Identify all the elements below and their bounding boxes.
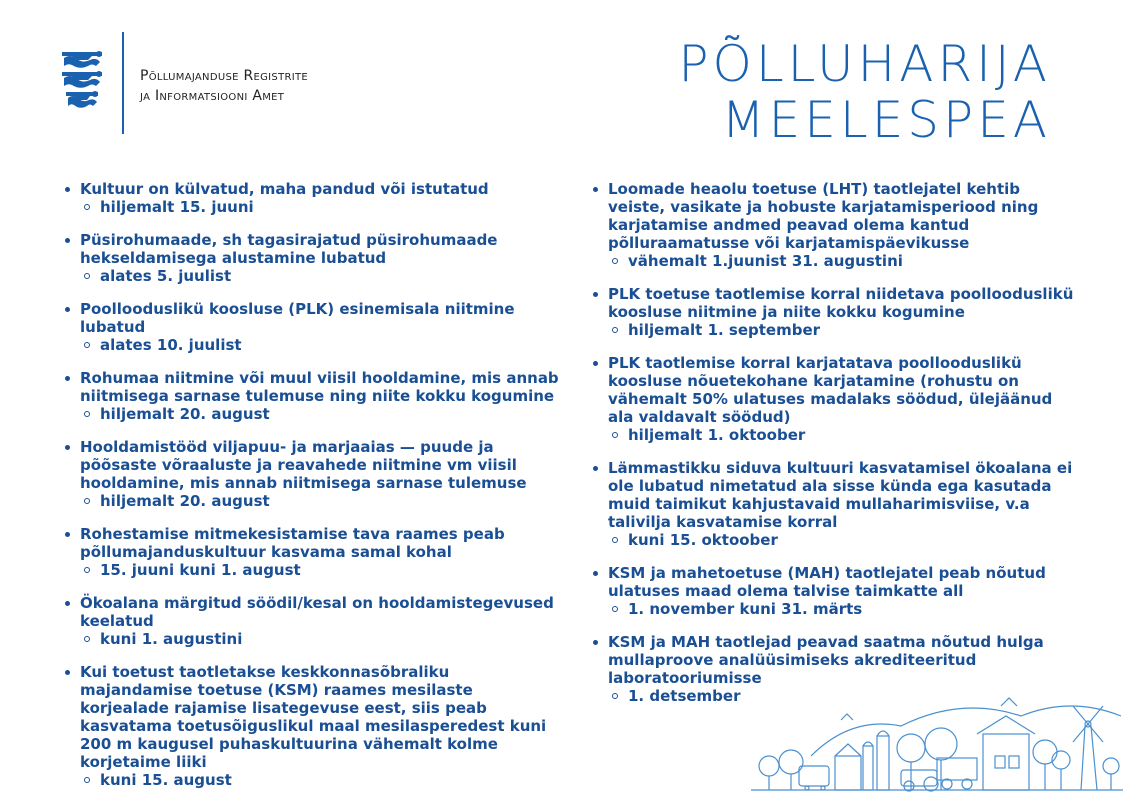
item-text: Ökoalana märgitud söödil/kesal on hooldamistegevused keelatud — [80, 594, 554, 630]
item-date: alates 10. juulist — [80, 336, 562, 354]
item-text: Püsirohumaade, sh tagasirajatud püsirohumaade hekseldamisega alustamine lubatud — [80, 231, 498, 267]
list-item — [62, 300, 562, 354]
page-title-line2: MEELESPEA — [721, 91, 1051, 149]
agency-name-line2: ja Informatsiooni Amet — [140, 88, 285, 104]
item-text: Rohestamise mitmekesistamise tava raames peab põllumajanduskultuur kasvama samal kohal — [80, 525, 505, 561]
coat-of-arms-icon — [54, 46, 109, 120]
item-date: 1. detsember — [608, 687, 1080, 705]
item-text: Rohumaa niitmine või muul viisil hooldamine, mis annab niitmisega sarnase tulemuse ning niite kokku kogumine — [80, 369, 559, 405]
farm-illustration — [751, 686, 1123, 794]
list-item — [62, 438, 562, 510]
agency-logo — [54, 46, 109, 120]
list-item — [62, 180, 562, 216]
item-text: Kui toetust taotletakse keskkonnasõbraliku majandamise toetuse (KSM) raames mesilaste korjealade rajamise lisategevuse eest, siis peab kasvatama toetusõiguslikul maal mesilasperedest kuni 200 m kaugusel puhaskultuurina vähemalt kolme korjetaime liiki — [80, 663, 547, 771]
item-text: PLK toetuse taotlemise korral niidetava poollooduslikü koosluse niitmine ja niite kokku kogumine — [608, 285, 1074, 321]
item-text: Poollooduslikü koosluse (PLK) esinemisala niitmine lubatud — [80, 300, 515, 336]
list-item — [62, 663, 562, 789]
item-date: kuni 15. august — [80, 771, 562, 789]
page-title — [678, 36, 1051, 148]
item-date: kuni 1. augustini — [80, 630, 562, 648]
item-date: kuni 15. oktoober — [608, 531, 1080, 549]
list-item — [590, 354, 1080, 444]
list-item — [62, 594, 562, 648]
item-date: hiljemalt 1. september — [608, 321, 1080, 339]
item-date: alates 5. juulist — [80, 267, 562, 285]
list-item — [590, 564, 1080, 618]
item-date: vähemalt 1.juunist 31. augustini — [608, 252, 1080, 270]
item-date: hiljemalt 20. august — [80, 405, 562, 423]
list-item — [590, 459, 1080, 549]
page-title-line1: PÕLLUHARIJA — [678, 35, 1051, 93]
right-column — [590, 180, 1080, 720]
list-item — [590, 180, 1080, 270]
item-date: hiljemalt 15. juuni — [80, 198, 562, 216]
header-divider — [122, 32, 124, 134]
item-text: Loomade heaolu toetuse (LHT) taotlejatel kehtib veiste, vasikate ja hobuste karjatamisperiood ning karjatamise andmed peavad olema kantud põlluraamatusse või karjatamispäevikusse — [608, 180, 1039, 252]
item-date: 15. juuni kuni 1. august — [80, 561, 562, 579]
agency-name — [140, 66, 308, 106]
item-text: KSM ja MAH taotlejad peavad saatma nõutud hulga mullaproove analüüsimiseks akrediteeritud laboratooriumisse — [608, 633, 1044, 687]
agency-name-line1: Põllumajanduse Registrite — [140, 68, 309, 84]
list-item — [62, 369, 562, 423]
item-date: 1. november kuni 31. märts — [608, 600, 1080, 618]
item-text: Hooldamistööd viljapuu- ja marjaaias — puude ja põõsaste võraaluste ja reavahede niitmine vm viisil hooldamine, mis annab niitmisega sarnase tulemuse — [80, 438, 527, 492]
item-text: PLK taotlemise korral karjatatava poollooduslikü koosluse nõuetekohane karjatamine (rohustu on vähemalt 50% ulatuses madalaks söödud, ülejäänud ala valdavalt söödud) — [608, 354, 1053, 426]
item-date: hiljemalt 20. august — [80, 492, 562, 510]
item-date: hiljemalt 1. oktoober — [608, 426, 1080, 444]
list-item — [590, 285, 1080, 339]
item-text: KSM ja mahetoetuse (MAH) taotlejatel peab nõutud ulatuses maad olema talvise taimkatte all — [608, 564, 1046, 600]
list-item — [62, 231, 562, 285]
item-text: Lämmastikku siduva kultuuri kasvatamisel ökoalana ei ole lubatud nimetatud ala sisse künda ega kasutada muid taimikut kahjustavaid mullaharimisviise, v.a talivilja kasvatamise korral — [608, 459, 1073, 531]
left-column — [62, 180, 562, 804]
item-text: Kultuur on külvatud, maha pandud või istutatud — [80, 180, 489, 198]
farm-scene-icon — [751, 686, 1123, 794]
list-item — [62, 525, 562, 579]
